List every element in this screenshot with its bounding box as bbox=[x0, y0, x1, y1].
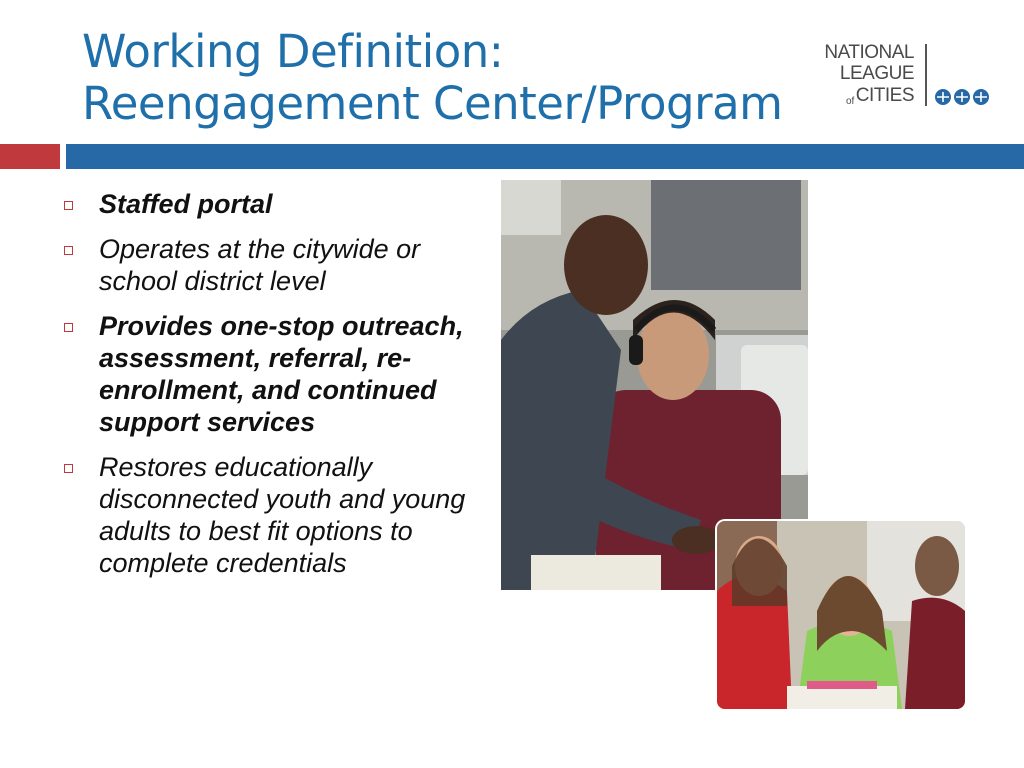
logo-word-league: LEAGUE bbox=[839, 63, 914, 84]
bullet-item bbox=[62, 233, 482, 297]
bullet-item bbox=[62, 451, 482, 579]
bullet-text: Provides one-stop outreach, assessment, referral, re-enrollment, and continued support services bbox=[99, 311, 464, 437]
title-line-1: Working Definition: bbox=[82, 25, 504, 78]
city-skyline-emblem-icon bbox=[934, 88, 992, 106]
slide-title bbox=[82, 26, 783, 130]
header-accent-bar-red bbox=[0, 144, 60, 169]
square-bullet-icon bbox=[64, 464, 73, 473]
nlc-logo bbox=[808, 40, 998, 110]
bullet-item bbox=[62, 188, 482, 220]
square-bullet-icon bbox=[64, 323, 73, 332]
logo-word-cities: CITIES bbox=[855, 85, 914, 106]
bullet-text: Restores educationally disconnected youth and young adults to best fit options to complete credentials bbox=[99, 452, 466, 578]
header-accent-bar-blue bbox=[66, 144, 1024, 169]
bullet-list bbox=[62, 188, 482, 592]
logo-word-national: NATIONAL bbox=[824, 42, 914, 63]
photo-girls-studying bbox=[717, 521, 965, 709]
logo-divider bbox=[925, 44, 927, 106]
title-line-2: Reengagement Center/Program bbox=[82, 77, 783, 130]
square-bullet-icon bbox=[64, 201, 73, 210]
bullet-text: Operates at the citywide or school district level bbox=[99, 234, 421, 296]
bullet-item bbox=[62, 310, 482, 438]
square-bullet-icon bbox=[64, 246, 73, 255]
bullet-text: Staffed portal bbox=[99, 189, 273, 219]
logo-word-of: of bbox=[846, 96, 855, 107]
